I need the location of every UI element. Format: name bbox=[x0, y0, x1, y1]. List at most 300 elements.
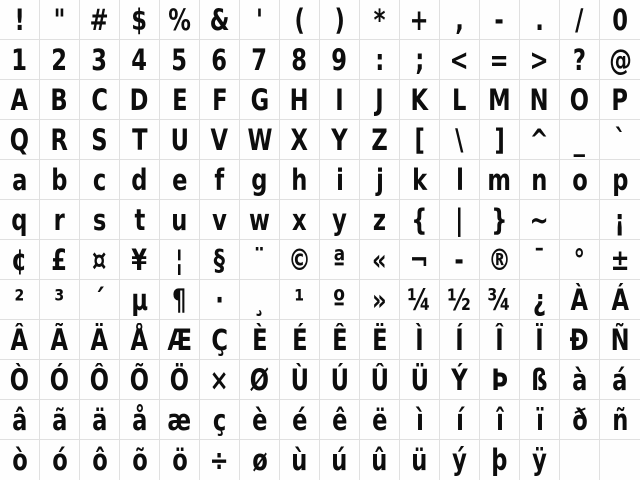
glyph-cell[interactable] bbox=[160, 400, 200, 440]
glyph-cell[interactable] bbox=[280, 320, 320, 360]
glyph: Â bbox=[10, 322, 29, 357]
glyph: _ bbox=[573, 122, 586, 157]
glyph-cell[interactable] bbox=[440, 80, 480, 120]
glyph: Î bbox=[495, 322, 504, 357]
glyph: | bbox=[455, 202, 464, 237]
glyph-cell[interactable] bbox=[80, 240, 120, 280]
glyph-cell[interactable] bbox=[360, 400, 400, 440]
glyph-cell[interactable] bbox=[160, 160, 200, 200]
glyph-cell[interactable] bbox=[440, 240, 480, 280]
glyph-cell[interactable] bbox=[320, 80, 360, 120]
glyph: B bbox=[50, 82, 69, 117]
glyph: Ó bbox=[49, 362, 70, 397]
glyph-cell[interactable] bbox=[40, 240, 80, 280]
glyph-cell[interactable] bbox=[480, 40, 520, 80]
glyph: ñ bbox=[611, 402, 629, 437]
glyph: ` bbox=[614, 122, 626, 157]
glyph-cell[interactable] bbox=[120, 200, 160, 240]
glyph-cell[interactable] bbox=[520, 280, 560, 320]
glyph: N bbox=[530, 82, 549, 117]
glyph-cell[interactable] bbox=[0, 400, 40, 440]
glyph: Í bbox=[455, 322, 464, 357]
glyph-cell[interactable] bbox=[600, 0, 640, 40]
glyph-cell[interactable] bbox=[200, 200, 240, 240]
glyph-cell[interactable] bbox=[360, 40, 400, 80]
glyph-cell[interactable] bbox=[160, 40, 200, 80]
glyph-cell[interactable] bbox=[360, 280, 400, 320]
glyph-cell[interactable] bbox=[560, 160, 600, 200]
glyph: } bbox=[491, 202, 508, 237]
glyph-cell[interactable] bbox=[280, 400, 320, 440]
glyph-cell[interactable] bbox=[80, 160, 120, 200]
glyph-cell[interactable] bbox=[160, 80, 200, 120]
glyph: ( bbox=[294, 2, 305, 37]
glyph: \ bbox=[455, 122, 464, 157]
glyph: É bbox=[291, 322, 308, 357]
glyph-cell[interactable] bbox=[120, 320, 160, 360]
glyph-cell[interactable] bbox=[240, 240, 280, 280]
glyph-cell[interactable] bbox=[280, 40, 320, 80]
glyph-cell[interactable] bbox=[40, 120, 80, 160]
glyph-cell[interactable] bbox=[240, 0, 280, 40]
glyph-cell[interactable] bbox=[80, 0, 120, 40]
glyph: ¯ bbox=[533, 242, 546, 277]
empty-cell bbox=[600, 440, 640, 480]
glyph: õ bbox=[131, 443, 148, 477]
glyph: ç bbox=[212, 402, 227, 437]
glyph-cell[interactable] bbox=[80, 200, 120, 240]
glyph-cell[interactable] bbox=[320, 240, 360, 280]
glyph: ã bbox=[51, 402, 68, 437]
glyph-cell[interactable] bbox=[600, 240, 640, 280]
glyph-cell[interactable] bbox=[80, 280, 120, 320]
glyph-cell[interactable] bbox=[120, 120, 160, 160]
glyph: ï bbox=[535, 402, 544, 437]
glyph-cell[interactable] bbox=[520, 400, 560, 440]
glyph-cell[interactable] bbox=[400, 160, 440, 200]
glyph-cell[interactable] bbox=[40, 200, 80, 240]
glyph-cell[interactable] bbox=[120, 80, 160, 120]
glyph-cell[interactable] bbox=[200, 400, 240, 440]
glyph-cell[interactable] bbox=[200, 160, 240, 200]
glyph-cell[interactable] bbox=[40, 360, 80, 400]
glyph: ù bbox=[291, 443, 308, 477]
glyph: K bbox=[410, 82, 429, 117]
glyph-cell[interactable] bbox=[200, 360, 240, 400]
glyph-cell[interactable] bbox=[480, 80, 520, 120]
glyph-cell[interactable] bbox=[400, 0, 440, 40]
glyph-cell[interactable] bbox=[600, 320, 640, 360]
glyph: 9 bbox=[331, 42, 348, 77]
glyph-cell[interactable] bbox=[200, 0, 240, 40]
glyph-cell[interactable] bbox=[440, 160, 480, 200]
glyph-cell[interactable] bbox=[80, 360, 120, 400]
glyph-cell[interactable] bbox=[560, 280, 600, 320]
glyph: " bbox=[53, 2, 66, 37]
glyph: H bbox=[290, 82, 309, 117]
glyph: f bbox=[214, 162, 225, 197]
glyph: å bbox=[131, 402, 148, 437]
glyph-cell[interactable] bbox=[440, 440, 480, 480]
glyph-cell[interactable] bbox=[120, 440, 160, 480]
glyph-cell[interactable] bbox=[360, 160, 400, 200]
glyph-cell[interactable] bbox=[520, 320, 560, 360]
glyph-cell[interactable] bbox=[320, 120, 360, 160]
glyph: g bbox=[251, 162, 268, 197]
glyph-cell[interactable] bbox=[560, 360, 600, 400]
glyph-cell[interactable] bbox=[480, 0, 520, 40]
glyph-cell[interactable] bbox=[0, 120, 40, 160]
glyph-cell[interactable] bbox=[120, 400, 160, 440]
glyph-cell[interactable] bbox=[320, 200, 360, 240]
glyph: a bbox=[11, 162, 28, 197]
glyph-cell[interactable] bbox=[480, 280, 520, 320]
glyph-cell[interactable] bbox=[280, 280, 320, 320]
glyph-cell[interactable] bbox=[520, 200, 560, 240]
glyph: 6 bbox=[211, 42, 228, 77]
glyph-cell[interactable] bbox=[0, 320, 40, 360]
glyph: 7 bbox=[251, 42, 268, 77]
glyph: Ñ bbox=[610, 322, 630, 357]
glyph-cell[interactable] bbox=[480, 120, 520, 160]
glyph-cell[interactable] bbox=[600, 120, 640, 160]
glyph-cell[interactable] bbox=[560, 120, 600, 160]
glyph: 4 bbox=[131, 42, 148, 77]
glyph: * bbox=[373, 2, 386, 37]
glyph-cell[interactable] bbox=[0, 40, 40, 80]
glyph: { bbox=[411, 202, 428, 237]
glyph-cell[interactable] bbox=[360, 200, 400, 240]
glyph-cell[interactable] bbox=[480, 200, 520, 240]
glyph-cell[interactable] bbox=[280, 240, 320, 280]
glyph: º bbox=[333, 282, 346, 317]
glyph-cell[interactable] bbox=[440, 360, 480, 400]
glyph-cell[interactable] bbox=[440, 280, 480, 320]
glyph-cell[interactable] bbox=[200, 440, 240, 480]
glyph: ~ bbox=[530, 202, 549, 237]
glyph-cell[interactable] bbox=[40, 40, 80, 80]
glyph-cell[interactable] bbox=[400, 240, 440, 280]
glyph-cell[interactable] bbox=[80, 440, 120, 480]
glyph: O bbox=[569, 82, 590, 117]
glyph-cell[interactable] bbox=[240, 440, 280, 480]
glyph-cell[interactable] bbox=[120, 360, 160, 400]
glyph-cell[interactable] bbox=[320, 160, 360, 200]
glyph: ¿ bbox=[532, 282, 547, 317]
glyph-cell[interactable] bbox=[240, 160, 280, 200]
glyph-cell[interactable] bbox=[400, 40, 440, 80]
glyph-cell[interactable] bbox=[320, 400, 360, 440]
glyph-cell[interactable] bbox=[80, 400, 120, 440]
glyph-cell[interactable] bbox=[80, 40, 120, 80]
glyph: ø bbox=[251, 443, 268, 477]
glyph-cell[interactable] bbox=[440, 40, 480, 80]
glyph: ¸ bbox=[253, 282, 266, 317]
glyph-cell[interactable] bbox=[560, 40, 600, 80]
glyph: û bbox=[371, 443, 388, 477]
glyph-cell[interactable] bbox=[0, 360, 40, 400]
glyph: l bbox=[455, 162, 464, 197]
empty-cell bbox=[560, 200, 600, 240]
glyph-cell[interactable] bbox=[160, 200, 200, 240]
glyph: ± bbox=[610, 242, 630, 277]
glyph: # bbox=[90, 2, 109, 37]
glyph: J bbox=[375, 82, 384, 117]
glyph-cell[interactable] bbox=[240, 280, 280, 320]
glyph-cell[interactable] bbox=[80, 80, 120, 120]
glyph-cell[interactable] bbox=[160, 440, 200, 480]
glyph-cell[interactable] bbox=[0, 440, 40, 480]
glyph: k bbox=[411, 162, 428, 197]
glyph: « bbox=[372, 242, 387, 277]
glyph: G bbox=[250, 82, 269, 117]
glyph: ì bbox=[415, 402, 424, 437]
glyph: ë bbox=[371, 402, 388, 437]
glyph-cell[interactable] bbox=[560, 0, 600, 40]
glyph-cell[interactable] bbox=[520, 0, 560, 40]
glyph: r bbox=[53, 202, 66, 237]
glyph: d bbox=[131, 162, 148, 197]
glyph-cell[interactable] bbox=[200, 80, 240, 120]
glyph-cell[interactable] bbox=[600, 80, 640, 120]
glyph: p bbox=[611, 162, 629, 197]
glyph-cell[interactable] bbox=[0, 280, 40, 320]
glyph-cell[interactable] bbox=[40, 160, 80, 200]
glyph-cell[interactable] bbox=[400, 280, 440, 320]
glyph-cell[interactable] bbox=[360, 440, 400, 480]
glyph-cell[interactable] bbox=[400, 320, 440, 360]
glyph-cell[interactable] bbox=[600, 160, 640, 200]
glyph-cell[interactable] bbox=[80, 120, 120, 160]
glyph-cell[interactable] bbox=[360, 360, 400, 400]
glyph-cell[interactable] bbox=[600, 40, 640, 80]
glyph: × bbox=[210, 362, 229, 397]
glyph-cell[interactable] bbox=[280, 440, 320, 480]
glyph: I bbox=[335, 82, 344, 117]
glyph-cell[interactable] bbox=[360, 80, 400, 120]
glyph-cell[interactable] bbox=[240, 320, 280, 360]
glyph: ' bbox=[256, 2, 263, 37]
glyph: n bbox=[531, 162, 548, 197]
glyph-cell[interactable] bbox=[400, 200, 440, 240]
glyph: ú bbox=[331, 443, 348, 477]
glyph: ÿ bbox=[532, 443, 547, 477]
glyph: Ê bbox=[331, 322, 348, 357]
glyph: h bbox=[291, 162, 308, 197]
glyph-cell[interactable] bbox=[280, 160, 320, 200]
glyph-cell[interactable] bbox=[40, 80, 80, 120]
glyph-cell[interactable] bbox=[520, 360, 560, 400]
glyph: F bbox=[211, 82, 228, 117]
glyph-cell[interactable] bbox=[560, 240, 600, 280]
glyph-cell[interactable] bbox=[480, 240, 520, 280]
glyph: Á bbox=[611, 282, 629, 317]
glyph-cell[interactable] bbox=[160, 120, 200, 160]
glyph-cell[interactable] bbox=[200, 240, 240, 280]
glyph-cell[interactable] bbox=[120, 280, 160, 320]
glyph-cell[interactable] bbox=[440, 200, 480, 240]
glyph: µ bbox=[131, 282, 148, 317]
glyph-cell[interactable] bbox=[240, 40, 280, 80]
glyph-cell[interactable] bbox=[320, 40, 360, 80]
glyph-cell[interactable] bbox=[240, 360, 280, 400]
glyph-cell[interactable] bbox=[120, 0, 160, 40]
glyph: 5 bbox=[171, 42, 188, 77]
glyph: / bbox=[575, 2, 584, 37]
glyph-cell[interactable] bbox=[600, 360, 640, 400]
glyph: Ò bbox=[9, 362, 30, 397]
glyph-cell[interactable] bbox=[320, 0, 360, 40]
glyph: í bbox=[455, 402, 464, 437]
glyph: T bbox=[131, 122, 148, 157]
glyph-cell[interactable] bbox=[40, 400, 80, 440]
glyph: ) bbox=[334, 2, 345, 37]
glyph-cell[interactable] bbox=[40, 320, 80, 360]
glyph-cell[interactable] bbox=[0, 80, 40, 120]
glyph-cell[interactable] bbox=[120, 160, 160, 200]
glyph: s bbox=[92, 202, 107, 237]
glyph-cell[interactable] bbox=[560, 400, 600, 440]
glyph: @ bbox=[608, 42, 632, 77]
glyph-cell[interactable] bbox=[520, 40, 560, 80]
glyph-cell[interactable] bbox=[40, 280, 80, 320]
glyph: c bbox=[92, 162, 107, 197]
glyph-cell[interactable] bbox=[480, 320, 520, 360]
glyph-cell[interactable] bbox=[120, 240, 160, 280]
glyph: ö bbox=[171, 443, 188, 477]
glyph: â bbox=[11, 402, 28, 437]
glyph: ó bbox=[51, 443, 68, 477]
glyph-cell[interactable] bbox=[0, 240, 40, 280]
glyph: ß bbox=[531, 362, 548, 397]
glyph: é bbox=[291, 402, 308, 437]
glyph: Þ bbox=[491, 362, 508, 397]
glyph-cell[interactable] bbox=[320, 360, 360, 400]
glyph-cell[interactable] bbox=[400, 400, 440, 440]
glyph-cell[interactable] bbox=[280, 360, 320, 400]
glyph: + bbox=[410, 2, 429, 37]
glyph-cell[interactable] bbox=[440, 320, 480, 360]
glyph-cell[interactable] bbox=[480, 360, 520, 400]
glyph-cell[interactable] bbox=[520, 160, 560, 200]
glyph: Q bbox=[9, 122, 30, 157]
glyph: y bbox=[332, 202, 347, 237]
glyph: b bbox=[51, 162, 68, 197]
glyph-cell[interactable] bbox=[160, 0, 200, 40]
glyph-cell[interactable] bbox=[520, 80, 560, 120]
glyph: E bbox=[171, 82, 188, 117]
glyph-cell[interactable] bbox=[320, 440, 360, 480]
glyph: < bbox=[450, 42, 469, 77]
glyph: x bbox=[292, 202, 307, 237]
glyph-cell[interactable] bbox=[400, 360, 440, 400]
glyph-cell[interactable] bbox=[360, 0, 400, 40]
glyph-cell[interactable] bbox=[400, 440, 440, 480]
glyph-cell[interactable] bbox=[360, 240, 400, 280]
glyph: ; bbox=[414, 42, 425, 77]
glyph: Ü bbox=[410, 362, 429, 397]
glyph: Ï bbox=[535, 322, 544, 357]
glyph-cell[interactable] bbox=[520, 240, 560, 280]
glyph-cell[interactable] bbox=[320, 320, 360, 360]
glyph-cell[interactable] bbox=[280, 80, 320, 120]
glyph-cell[interactable] bbox=[0, 0, 40, 40]
glyph-cell[interactable] bbox=[0, 200, 40, 240]
glyph-cell[interactable] bbox=[0, 160, 40, 200]
glyph-cell[interactable] bbox=[360, 120, 400, 160]
glyph-cell[interactable] bbox=[240, 400, 280, 440]
glyph-cell[interactable] bbox=[480, 160, 520, 200]
glyph: ü bbox=[411, 443, 428, 477]
glyph-cell[interactable] bbox=[360, 320, 400, 360]
glyph: X bbox=[290, 122, 309, 157]
glyph: V bbox=[210, 122, 229, 157]
glyph: ¥ bbox=[131, 242, 148, 277]
glyph: t bbox=[134, 202, 145, 237]
glyph: Ë bbox=[371, 322, 388, 357]
glyph: ¶ bbox=[172, 282, 187, 317]
glyph: è bbox=[251, 402, 268, 437]
glyph-cell[interactable] bbox=[200, 320, 240, 360]
glyph-cell[interactable] bbox=[600, 200, 640, 240]
glyph-cell[interactable] bbox=[440, 0, 480, 40]
glyph: » bbox=[372, 282, 387, 317]
glyph-cell[interactable] bbox=[600, 280, 640, 320]
glyph-cell[interactable] bbox=[200, 120, 240, 160]
glyph-cell[interactable] bbox=[160, 240, 200, 280]
glyph: ^ bbox=[530, 122, 549, 157]
glyph-cell[interactable] bbox=[320, 280, 360, 320]
glyph: Ö bbox=[169, 362, 190, 397]
glyph: Õ bbox=[129, 362, 150, 397]
glyph-cell[interactable] bbox=[280, 200, 320, 240]
glyph-cell[interactable] bbox=[200, 40, 240, 80]
glyph: î bbox=[495, 402, 504, 437]
glyph: $ bbox=[131, 2, 148, 37]
glyph-cell[interactable] bbox=[240, 80, 280, 120]
glyph-cell[interactable] bbox=[240, 200, 280, 240]
glyph-cell[interactable] bbox=[400, 120, 440, 160]
glyph-cell[interactable] bbox=[280, 120, 320, 160]
glyph: á bbox=[612, 362, 628, 397]
glyph: [ bbox=[414, 122, 425, 157]
glyph: ê bbox=[331, 402, 348, 437]
glyph-cell[interactable] bbox=[480, 400, 520, 440]
glyph-cell[interactable] bbox=[440, 400, 480, 440]
glyph-cell[interactable] bbox=[80, 320, 120, 360]
glyph-cell[interactable] bbox=[600, 400, 640, 440]
glyph-cell[interactable] bbox=[480, 440, 520, 480]
glyph-cell[interactable] bbox=[40, 440, 80, 480]
glyph-cell[interactable] bbox=[400, 80, 440, 120]
glyph-cell[interactable] bbox=[440, 120, 480, 160]
glyph-cell[interactable] bbox=[240, 120, 280, 160]
glyph: - bbox=[454, 242, 465, 277]
glyph-cell[interactable] bbox=[160, 320, 200, 360]
glyph: Û bbox=[370, 362, 389, 397]
glyph-cell[interactable] bbox=[160, 360, 200, 400]
glyph-cell[interactable] bbox=[560, 320, 600, 360]
glyph-cell[interactable] bbox=[280, 0, 320, 40]
glyph-cell[interactable] bbox=[520, 120, 560, 160]
glyph-cell[interactable] bbox=[200, 280, 240, 320]
glyph-cell[interactable] bbox=[560, 80, 600, 120]
glyph-cell[interactable] bbox=[120, 40, 160, 80]
glyph-cell[interactable] bbox=[40, 0, 80, 40]
glyph: M bbox=[488, 82, 511, 117]
glyph-cell[interactable] bbox=[520, 440, 560, 480]
glyph-cell[interactable] bbox=[160, 280, 200, 320]
